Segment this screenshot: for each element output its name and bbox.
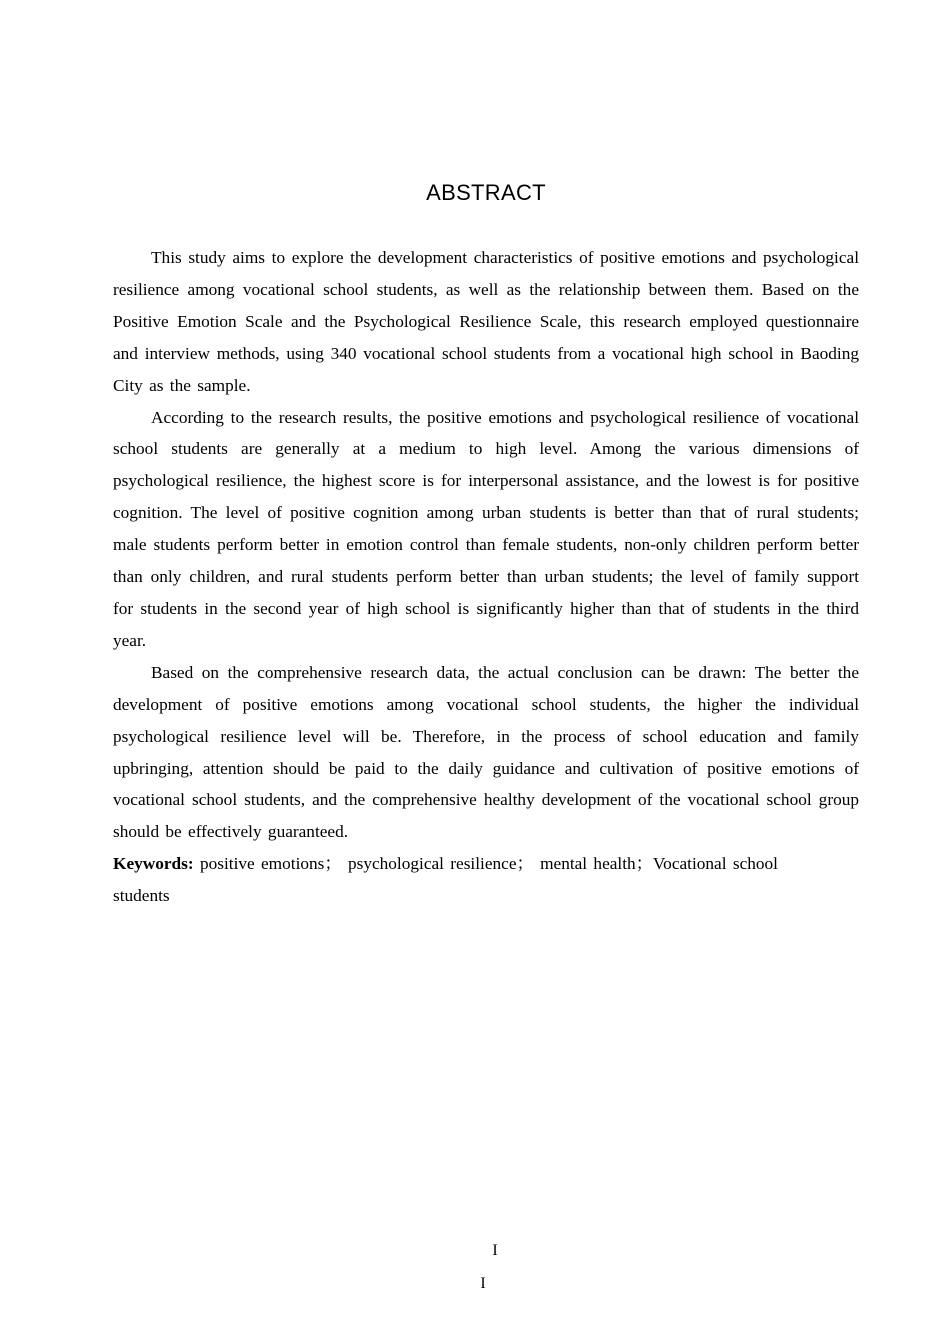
keywords-label: Keywords: <box>113 854 194 874</box>
abstract-paragraph-1: This study aims to explore the development characteristics of positive emotions and psychological resilience among vocational school students, as well as the relationship between them. Based on the Positive Emotion Scale and the Psychological Resilience Scale, this research employed questionnaire and interview methods, using 340 vocational school students from a vocational high school in Baoding City as the sample. <box>113 248 859 395</box>
abstract-title: ABSTRACT <box>426 180 546 205</box>
abstract-body <box>113 242 859 912</box>
abstract-paragraph-2: According to the research results, the positive emotions and psychological resilience of vocational school students are generally at a medium to high level. Among the various dimensions of psychological resilience, the highest score is for interpersonal assistance, and the lowest is for positive cognition. The level of positive cognition among urban students is better than that of rural students; male students perform better in emotion control than female students, non-only children perform better than only children, and rural students perform better than urban students; the level of family support for students in the second year of high school is significantly higher than that of students in the third year. <box>113 407 859 650</box>
abstract-paragraph-3: Based on the comprehensive research data, the actual conclusion can be drawn: The better the development of positive emotions among vocational school students, the higher the individual psychological resilience level will be. Therefore, in the process of school education and family upbringing, attention should be paid to the daily guidance and cultivation of positive emotions of vocational school students, and the comprehensive healthy development of the vocational school group should be effectively guaranteed. <box>113 662 859 842</box>
keywords-text: positive emotions； psychological resilience； mental health；Vocational school students <box>113 854 778 906</box>
page-number-footer: I <box>480 1275 486 1292</box>
keywords-line <box>113 848 859 912</box>
page-number: I <box>492 1242 498 1259</box>
